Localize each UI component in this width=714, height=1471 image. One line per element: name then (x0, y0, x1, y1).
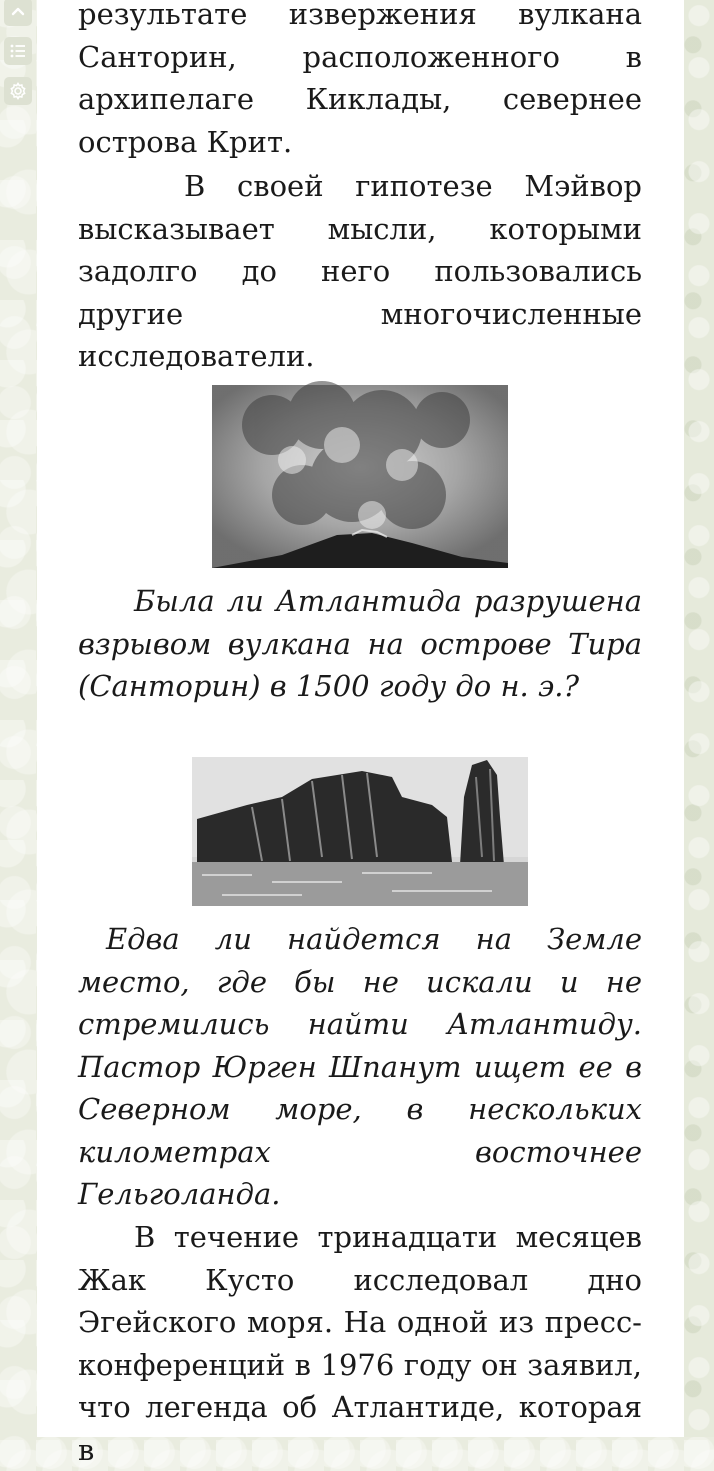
paragraph-santorini-end (78, 0, 642, 163)
settings-button[interactable] (4, 77, 32, 105)
scroll-up-button[interactable] (4, 0, 32, 26)
caption-volcano (78, 580, 642, 708)
gear-icon (8, 81, 28, 101)
paragraph-mavor (78, 165, 642, 378)
caption-text: Была ли Атлантида разрушена взрывом вулкана на острове Тира (Санторин) в 1500 году до н. э.? (78, 584, 642, 703)
helgoland-cliffs-image (192, 757, 528, 906)
caption-helgoland (78, 918, 642, 1216)
volcano-eruption-image (212, 385, 508, 568)
paragraph-text: В своей гипотезе Мэйвор высказывает мысли, которыми задолго до него пользовались другие многочисленные исследователи. (78, 169, 642, 373)
book-page[interactable] (37, 0, 684, 1467)
background-strip (684, 0, 714, 1437)
paragraph-text: В течение тринадцати месяцев Жак Кусто исследовал дно Эгейского моря. На одной из пресс-конференций в 1976 году он заявил, что легенда об Атлантиде, которая в (78, 1220, 642, 1467)
paragraph-cousteau (78, 1216, 642, 1471)
caption-text: Едва ли найдется на Земле место, где бы не искали и не стремились найти Атлантиду. Пастор Юрген Шпанут ищет ее в Северном море, в нескольких километрах восточнее Гельголанда. (78, 922, 642, 1211)
paragraph-text: результате извержения вулкана Санторин, расположенного в архипелаге Киклады, севернее острова Крит. (78, 0, 642, 159)
table-of-contents-button[interactable] (4, 37, 32, 65)
reader-toolbar (0, 0, 36, 1437)
chevron-up-icon (9, 3, 27, 21)
list-icon (8, 41, 28, 61)
